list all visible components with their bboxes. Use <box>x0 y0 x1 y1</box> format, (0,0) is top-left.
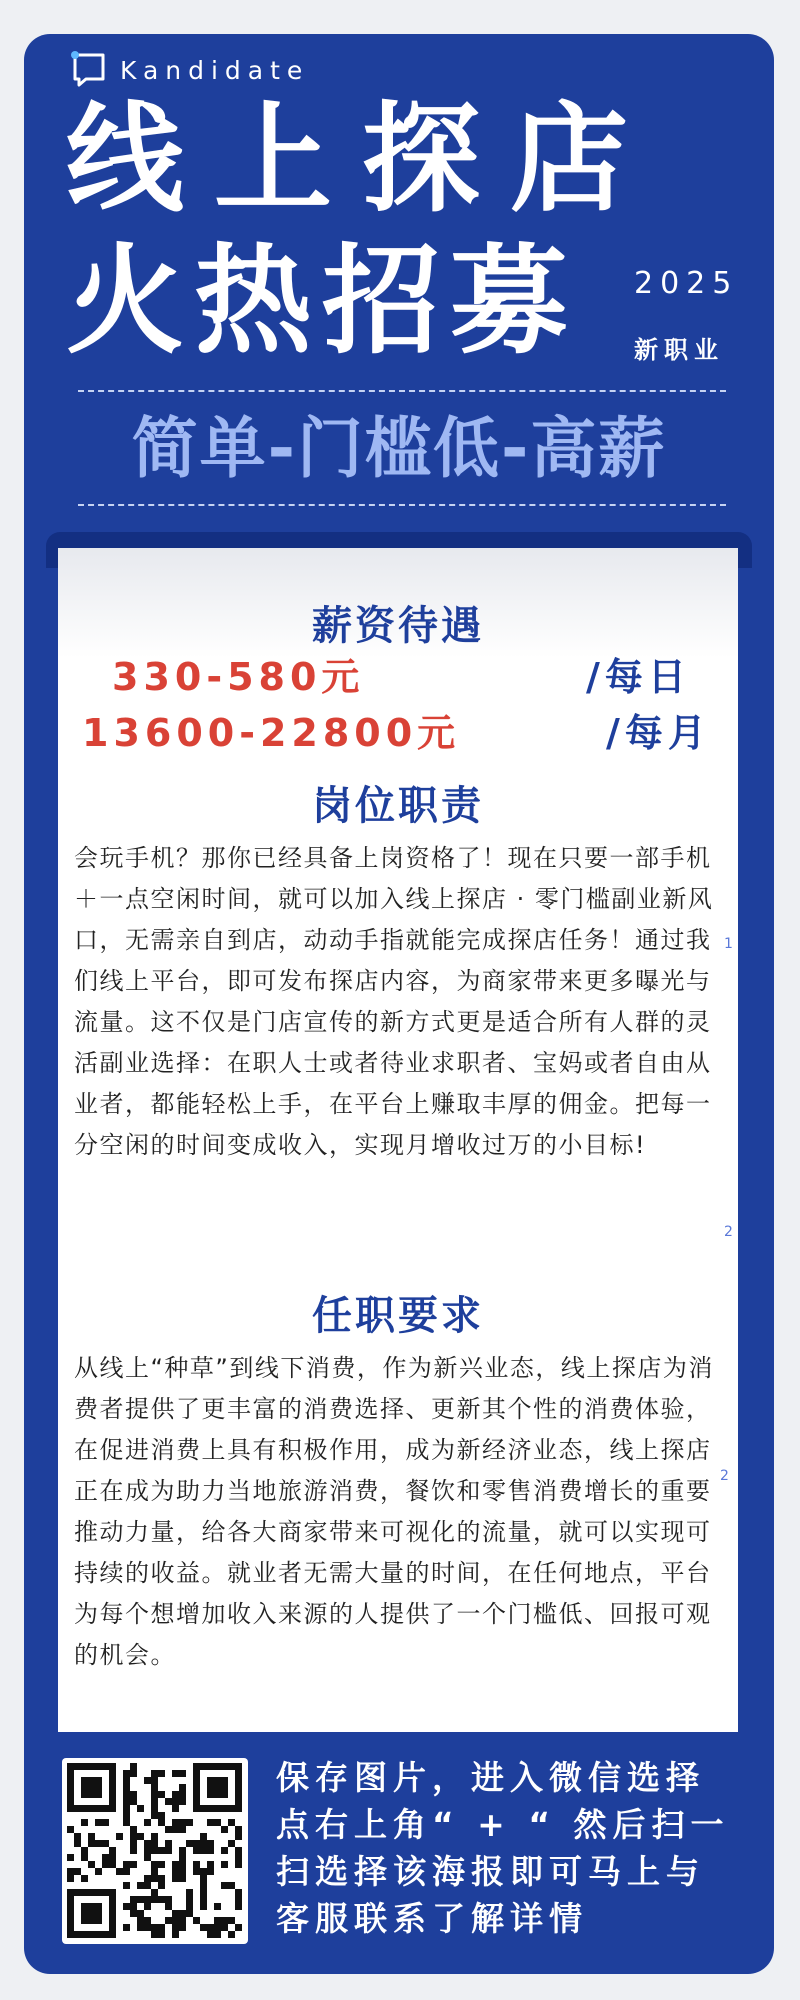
slogan: 简单-门槛低-高薪 <box>131 410 667 487</box>
year-label: 2025 <box>634 266 739 301</box>
requirements-title: 任职要求 <box>312 1293 484 1339</box>
poster <box>24 34 774 1974</box>
chat-bubble-icon <box>70 51 108 89</box>
divider-bottom <box>78 504 726 506</box>
cta-line: 扫选择该海报即可马上与 <box>276 1852 705 1891</box>
brand <box>70 48 309 92</box>
daily-salary: 330-580元 <box>112 655 365 699</box>
qr-code-icon <box>62 1758 248 1944</box>
brand-name: Kandidate <box>120 55 310 85</box>
tagline: 新职业 <box>634 336 724 364</box>
headline-line-2: 火热招募 <box>66 232 579 370</box>
daily-unit: /每日 <box>586 655 691 699</box>
footnote-marker: 2 <box>724 1224 733 1240</box>
monthly-unit: /每月 <box>606 711 711 755</box>
headline-line-1: 线上探店 <box>66 90 659 228</box>
cta-text <box>276 1754 756 1942</box>
cta-line: 点右上角“ + “ 然后扫一 <box>276 1805 730 1844</box>
cta-line: 保存图片，进入微信选择 <box>276 1758 705 1797</box>
requirements-text: 从线上“种草”到线下消费，作为新兴业态，线上探店为消费者提供了更丰富的消费选择、更新其个性的消费体验，在促进消费上具有积极作用，成为新经济业态，线上探店正在成为助力当地旅游消费，餐饮和零售消费增长的重要推动力量，给各大商家带来可视化的流量，就可以实现可持续的收益。就业者无需大量的时间，在任何地点，平台为每个想增加收入来源的人提供了一个门槛低、回报可观的机会。 <box>74 1354 714 1669</box>
footnote-marker: 2 <box>720 1468 729 1484</box>
divider-top <box>78 390 726 392</box>
duties-title: 岗位职责 <box>312 783 484 829</box>
cta-line: 客服联系了解详情 <box>276 1899 588 1938</box>
duties-text: 会玩手机？那你已经具备上岗资格了！现在只要一部手机＋一点空闲时间，就可以加入线上探店 · 零门槛副业新风口，无需亲自到店，动动手指就能完成探店任务！通过我们线上平台，即可发布探店内容，为商家带来更多曝光与流量。这不仅是门店宣传的新方式更是适合所有人群的灵活副业选择：在职人士或者待业求职者、宝妈或者自由从业者，都能轻松上手，在平台上赚取丰厚的佣金。把每一分空闲的时间变成收入，实现月增收过万的小目标! <box>74 844 714 1159</box>
info-card <box>58 548 738 1732</box>
monthly-salary: 13600-22800元 <box>82 711 461 755</box>
footnote-marker: 1 <box>724 936 733 952</box>
salary-title: 薪资待遇 <box>312 603 484 649</box>
